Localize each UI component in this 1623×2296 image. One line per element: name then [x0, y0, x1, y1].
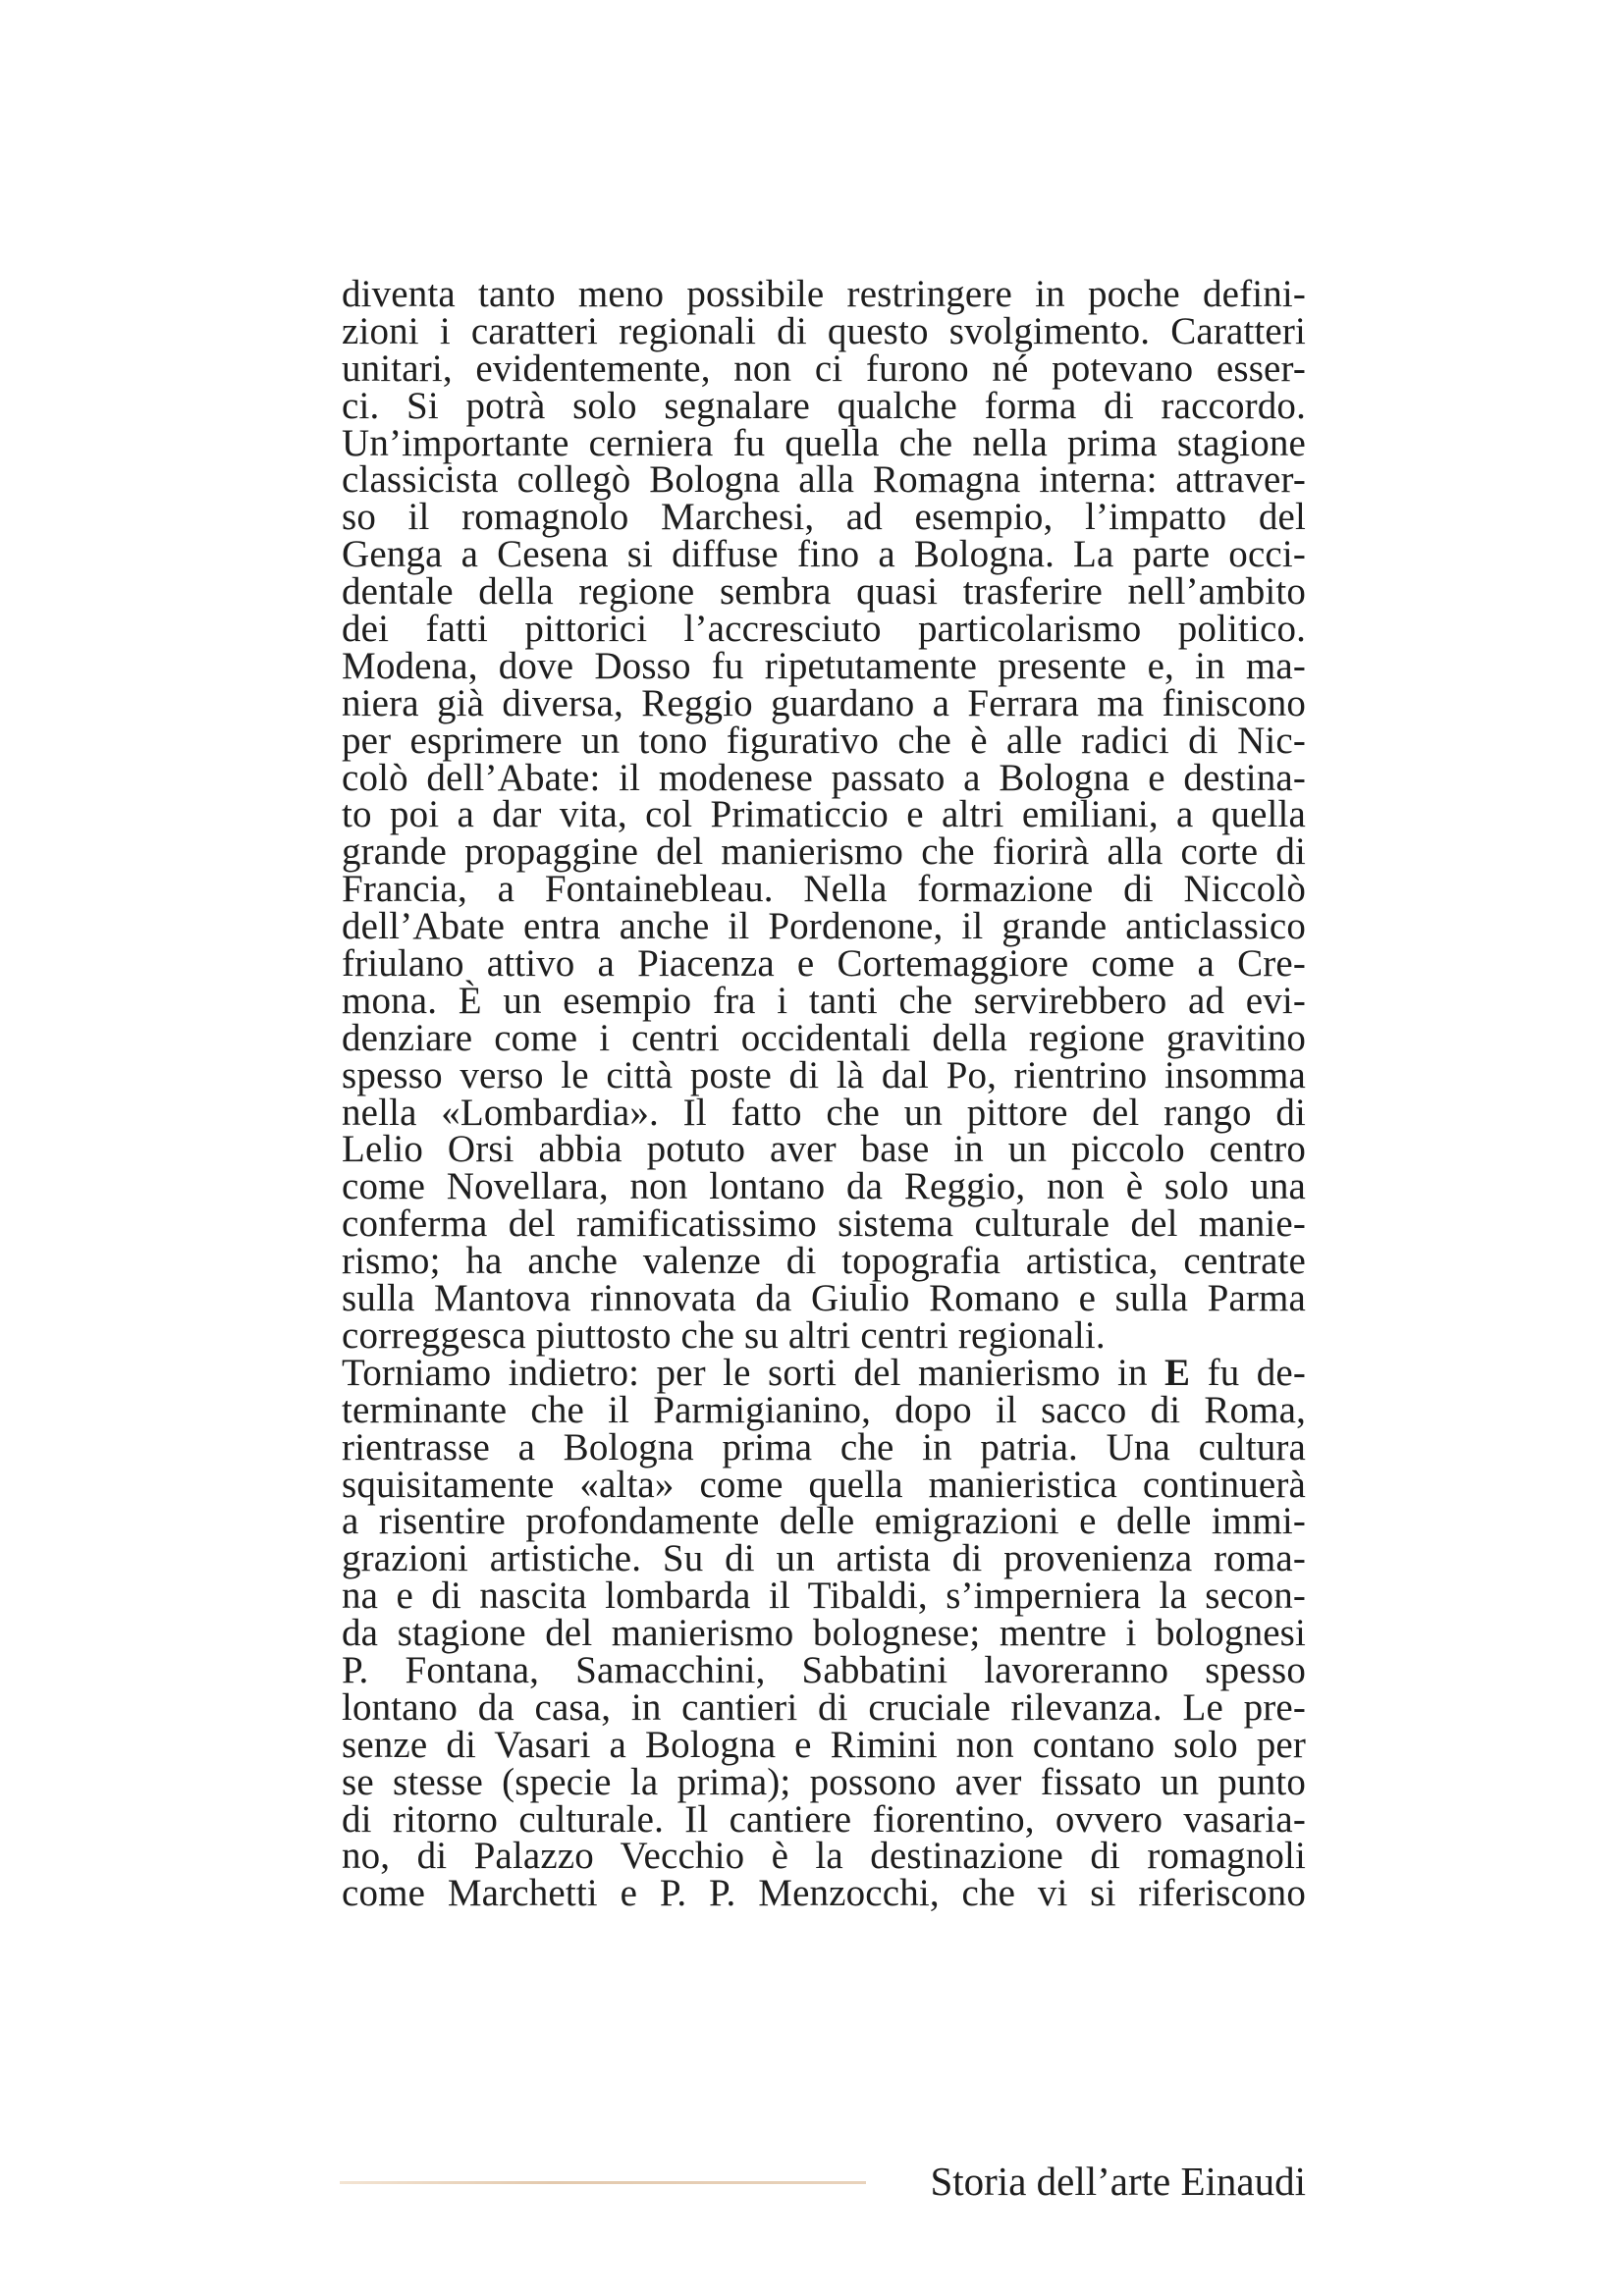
text-line: grande propaggine del manierismo che fiorirà alla corte di	[342, 830, 1306, 874]
text-line: senze di Vasari a Bologna e Rimini non contano solo per	[342, 1723, 1306, 1766]
text-line	[342, 1351, 1307, 1394]
text-line: grazioni artistiche. Su di un artista di provenienza roma-	[342, 1537, 1306, 1580]
text-line: P. Fontana, Samacchini, Sabbatini lavoreranno spesso	[342, 1648, 1306, 1691]
text-line: come Novellara, non lontano da Reggio, non è solo una	[342, 1165, 1306, 1208]
text-line: diventa tanto meno possibile restringere in poche defini-	[342, 273, 1306, 315]
text-line: Francia, a Fontainebleau. Nella formazione di Niccolò	[342, 868, 1306, 911]
text-line: classicista collegò Bologna alla Romagna interna: attraver-	[342, 458, 1306, 502]
text-line: zioni i caratteri regionali di questo svolgimento. Caratteri	[342, 309, 1306, 352]
text-line: lontano da casa, in cantieri di cruciale rilevanza. Le pre-	[342, 1685, 1306, 1729]
text-line: so il romagnolo Marchesi, ad esempio, l’impatto del	[342, 496, 1306, 539]
footer-divider	[340, 2181, 866, 2184]
page-footer	[340, 2154, 1306, 2213]
text-line: rientrasse a Bologna prima che in patria. Una cultura	[342, 1425, 1306, 1468]
paragraph-1	[342, 273, 1306, 1357]
text-line: da stagione del manierismo bolognese; mentre i bolognesi	[342, 1612, 1306, 1655]
paragraph-2	[342, 1351, 1307, 1915]
text-line: sulla Mantova rinnovata da Giulio Romano e sulla Parma	[342, 1277, 1306, 1320]
text-line: Lelio Orsi abbia potuto aver base in un piccolo centro	[342, 1128, 1306, 1171]
text-line: terminante che il Parmigianino, dopo il sacco di Roma,	[342, 1388, 1306, 1431]
text-line: a risentire profondamente delle emigrazioni e delle immi-	[342, 1500, 1306, 1543]
text-line: unitari, evidentemente, non ci furono né potevano esser-	[342, 347, 1306, 390]
text-line: dei fatti pittorici l’accresciuto particolarismo politico.	[342, 608, 1306, 651]
text-line: nella «Lombardia». Il fatto che un pittore del rango di	[342, 1091, 1306, 1134]
footer-title: Storia dell’arte Einaudi	[930, 2159, 1306, 2204]
text-line: mona. È un esempio fra i tanti che servirebbero ad evi-	[342, 979, 1306, 1022]
text-line: Un’importante cerniera fu quella che nella prima stagione	[342, 421, 1306, 464]
text-line: dell’Abate entra anche il Pordenone, il grande anticlassico	[342, 905, 1306, 948]
text-line: to poi a dar vita, col Primaticcio e altri emiliani, a quella	[342, 793, 1306, 836]
text-line: di ritorno culturale. Il cantiere fiorentino, ovvero vasaria-	[342, 1797, 1306, 1841]
text-line: na e di nascita lombarda il Tibaldi, s’imperniera la secon-	[342, 1575, 1306, 1618]
text-line: dentale della regione sembra quasi trasferire nell’ambito	[342, 570, 1306, 614]
text-line: correggesca piuttosto che su altri centri regionali.	[342, 1313, 1106, 1357]
text-line: colò dell’Abate: il modenese passato a Bologna e destina-	[342, 756, 1306, 799]
text-line: niera già diversa, Reggio guardano a Ferrara ma finiscono	[342, 681, 1306, 724]
text-line: ci. Si potrà solo segnalare qualche forma di raccordo.	[342, 384, 1306, 427]
text-line: per esprimere un tono figurativo che è alle radici di Nic-	[342, 719, 1306, 762]
text-line: Genga a Cesena si diffuse fino a Bologna. La parte occi-	[342, 533, 1306, 576]
text-line: no, di Palazzo Vecchio è la destinazione di romagnoli	[342, 1835, 1306, 1878]
text-line: Modena, dove Dosso fu ripetutamente presente e, in ma-	[342, 644, 1306, 687]
bold-abbreviation: E	[1164, 1351, 1191, 1394]
text-line: denziare come i centri occidentali della regione gravitino	[342, 1016, 1306, 1059]
text-line: rismo; ha anche valenze di topografia artistica, centrate	[342, 1240, 1306, 1283]
text-run: fu de-	[1190, 1351, 1307, 1394]
text-line: come Marchetti e P. P. Menzocchi, che vi si riferiscono	[342, 1872, 1306, 1915]
body-text	[342, 273, 1307, 1915]
text-line: conferma del ramificatissimo sistema culturale del manie-	[342, 1202, 1306, 1246]
text-line: spesso verso le città poste di là dal Po, rientrino insomma	[342, 1053, 1306, 1096]
text-run: Torniamo indietro: per le sorti del manierismo in	[342, 1351, 1165, 1394]
text-line: se stesse (specie la prima); possono aver fissato un punto	[342, 1760, 1306, 1803]
text-line: squisitamente «alta» come quella manieristica continuerà	[342, 1463, 1306, 1506]
text-line: friulano attivo a Piacenza e Cortemaggiore come a Cre-	[342, 942, 1306, 986]
